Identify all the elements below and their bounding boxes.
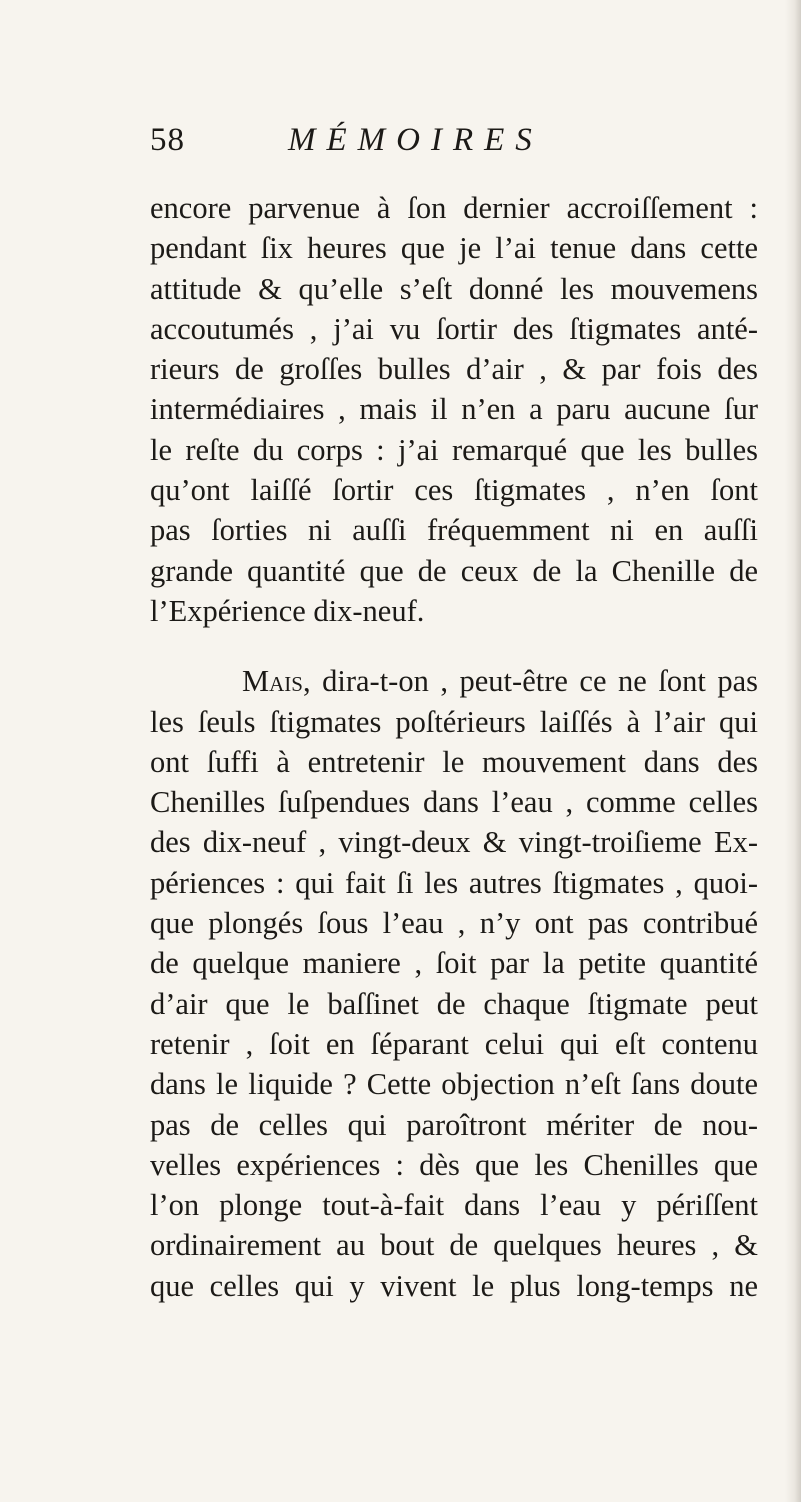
text-line: que plongés ſous l’eau , n’y ont pas contribué (150, 906, 758, 941)
running-title: MÉMOIRES (288, 122, 543, 158)
text-line: grande quantité que de ceux de la Chenille de (150, 553, 758, 588)
text-line: qu’ont laiſſé ſortir ces ſtigmates , n’en ſont (150, 473, 758, 508)
text-line: retenir , ſoit en ſéparant celui qui eſt contenu (150, 1026, 758, 1061)
paragraph-2 (150, 661, 758, 1306)
text-line: l’on plonge tout-à-fait dans l’eau y périſſent (150, 1188, 758, 1223)
text-line: les ſeuls ſtigmates poſtérieurs laiſſés à l’air qui (150, 704, 758, 739)
text-line: l’Expérience dix-neuf. (150, 593, 425, 628)
text-line: périences : qui fait ſi les autres ſtigmates , quoi- (150, 865, 758, 900)
page-header (150, 122, 750, 172)
text-line-first (150, 661, 758, 701)
text-line: d’air que le baſſinet de chaque ſtigmate peut (150, 986, 758, 1021)
text-line: attitude & qu’elle s’eſt donné les mouvemens (150, 271, 758, 306)
body-text (150, 188, 758, 1306)
text-line: que celles qui y vivent le plus long-temps ne (150, 1268, 758, 1303)
text-line: accoutumés , j’ai vu ſortir des ſtigmates anté- (150, 311, 758, 346)
text-line: ont ſuffi à entretenir le mouvement dans des (150, 744, 758, 779)
text-line: ordinairement au bout de quelques heures , & (150, 1228, 758, 1263)
text-line: le reſte du corps : j’ai remarqué que les bulles (150, 432, 758, 467)
text-line: de quelque maniere , ſoit par la petite quantité (150, 946, 758, 981)
text-line: pendant ſix heures que je l’ai tenue dans cette (150, 231, 758, 266)
page-edge-shadow (785, 0, 801, 1502)
text-line: pas de celles qui paroîtront mériter de nou- (150, 1107, 758, 1142)
text-line: intermédiaires , mais il n’en a paru aucune ſur (150, 392, 758, 427)
paragraph-gap (150, 631, 758, 661)
paragraph-lead-word: Mais (242, 664, 303, 699)
text-line: Chenilles ſuſpendues dans l’eau , comme celles (150, 785, 758, 820)
first-line-rest: , dira-t-on , peut-être ce ne ſont pas (302, 664, 758, 699)
paragraph-1 (150, 188, 758, 631)
text-line: dans le liquide ? Cette objection n’eſt ſans doute (150, 1067, 758, 1102)
text-line: velles expériences : dès que les Chenilles que (150, 1147, 758, 1182)
text-line: rieurs de groſſes bulles d’air , & par fois des (150, 352, 758, 387)
text-line: encore parvenue à ſon dernier accroiſſement : (150, 191, 758, 225)
text-line: pas ſorties ni auſſi fréquemment ni en auſſi (150, 513, 758, 548)
page-number: 58 (150, 122, 185, 158)
text-line: des dix-neuf , vingt-deux & vingt-troiſieme Ex- (150, 825, 758, 860)
